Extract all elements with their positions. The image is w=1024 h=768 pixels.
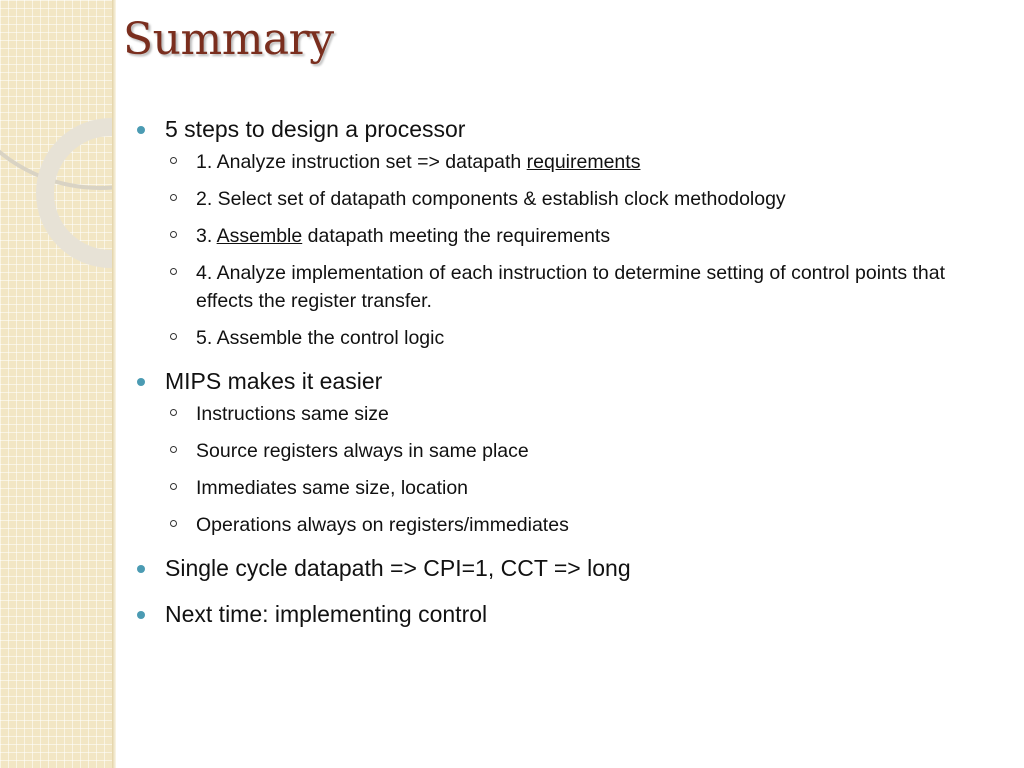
bullet-item-design-steps	[134, 112, 1004, 352]
sub-bullet-item	[165, 222, 1004, 250]
bullet-icon	[137, 611, 145, 619]
hollow-bullet-icon	[170, 483, 177, 490]
sub-bullet-text	[196, 324, 1004, 352]
bullet-item-single-cycle	[134, 551, 1004, 585]
text-segment: 2. Select set of datapath components & establish clock methodology	[196, 188, 786, 210]
hollow-bullet-icon	[170, 333, 177, 340]
underlined-text: requirements	[526, 151, 641, 173]
bullet-item-mips-easier	[134, 364, 1004, 539]
bullet-item-next-time	[134, 597, 1004, 631]
bullet-text: Single cycle datapath => CPI=1, CCT => long	[165, 555, 631, 581]
sub-bullet-item	[165, 185, 1004, 213]
underlined-text: Assemble	[216, 225, 303, 247]
bullet-text: 5 steps to design a processor	[165, 116, 466, 142]
sub-bullet-text	[196, 222, 1004, 250]
sub-bullet-item	[165, 511, 1004, 539]
sub-bullet-text	[196, 400, 1004, 428]
sub-bullet-text	[196, 148, 1004, 176]
hollow-bullet-icon	[170, 409, 177, 416]
hollow-bullet-icon	[170, 268, 177, 275]
text-segment: datapath meeting the requirements	[302, 225, 611, 247]
side-panel-edge	[112, 0, 116, 768]
text-segment: 4. Analyze implementation of each instruction to determine setting of control points that effects the register transfer.	[196, 262, 946, 312]
sub-bullet-text	[196, 511, 1004, 539]
text-segment: 1. Analyze instruction set => datapath	[196, 151, 527, 173]
slide-title: Summary	[123, 14, 334, 65]
bullet-icon	[137, 126, 145, 134]
sub-bullet-item	[165, 474, 1004, 502]
text-segment: Operations always on registers/immediates	[196, 514, 569, 536]
sub-bullet-text	[196, 474, 1004, 502]
text-segment: Immediates same size, location	[196, 477, 469, 499]
hollow-bullet-icon	[170, 157, 177, 164]
sub-bullet-item	[165, 437, 1004, 465]
slide-body	[134, 112, 1004, 643]
hollow-bullet-icon	[170, 520, 177, 527]
sub-bullet-text	[196, 185, 1004, 213]
text-segment: 5. Assemble the control logic	[196, 327, 445, 349]
sub-bullet-text	[196, 259, 1004, 315]
bullet-icon	[137, 565, 145, 573]
sub-bullet-item	[165, 400, 1004, 428]
sub-bullet-list	[165, 148, 1004, 352]
bullet-list	[134, 112, 1004, 631]
hollow-bullet-icon	[170, 231, 177, 238]
text-segment: 3.	[196, 225, 217, 247]
sub-bullet-item	[165, 148, 1004, 176]
hollow-bullet-icon	[170, 194, 177, 201]
sub-bullet-item	[165, 324, 1004, 352]
decorative-side-panel	[0, 0, 114, 768]
text-segment: Source registers always in same place	[196, 440, 529, 462]
sub-bullet-list	[165, 400, 1004, 539]
sub-bullet-text	[196, 437, 1004, 465]
hollow-bullet-icon	[170, 446, 177, 453]
bullet-text: MIPS makes it easier	[165, 368, 383, 394]
text-segment: Instructions same size	[196, 403, 389, 425]
bullet-text: Next time: implementing control	[165, 601, 488, 627]
sub-bullet-item	[165, 259, 1004, 315]
bullet-icon	[137, 378, 145, 386]
